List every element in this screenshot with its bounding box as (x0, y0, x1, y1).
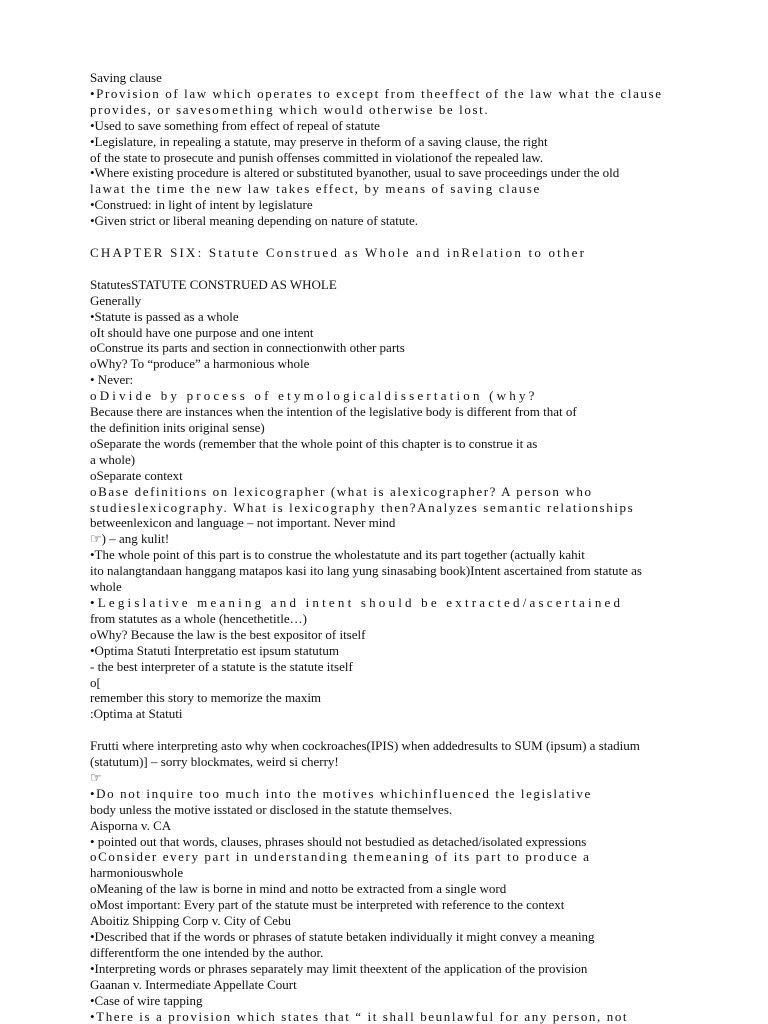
text-line: studieslexicography. What is lexicography then?Analyzes semantic relationships (90, 499, 635, 515)
text-line: •Construed: in light of intent by legislature (90, 197, 313, 213)
text-line: •There is a provision which states that “ it shall beunlawful for any person, not (90, 1008, 629, 1024)
text-line: oSeparate the words (remember that the whole point of this chapter is to construe it as (90, 435, 538, 451)
text-line: whole (90, 579, 122, 595)
blank-line (90, 261, 708, 277)
text-line: - the best interpreter of a statute is the statute itself (90, 658, 353, 674)
text-line: StatutesSTATUTE CONSTRUED AS WHOLE (90, 276, 337, 292)
text-line: Because there are instances when the intention of the legislative body is different from that of (90, 404, 577, 420)
text-line: • Never: (90, 372, 134, 388)
text-line: the definition inits original sense) (90, 420, 265, 435)
text-line: provides, or savesomething which would otherwise be lost. (90, 101, 490, 117)
text-line: •Statute is passed as a whole (90, 308, 239, 324)
text-line: from statutes as a whole (hencethetitle…) (90, 610, 307, 626)
text-line: ☞) – ang kulit! (90, 531, 170, 547)
text-line: oBase definitions on lexicographer (what is alexicographer? A person who (90, 483, 593, 499)
text-line: oDivide by process of etymologicaldissertation (why? (90, 388, 538, 404)
text-line: oWhy? To “produce” a harmonious whole (90, 356, 310, 372)
text-line: •Case of wire tapping (90, 992, 203, 1008)
text-line: body unless the motive isstated or disclosed in the statute themselves. (90, 801, 453, 817)
text-line: a whole) (90, 451, 136, 467)
text-line: •The whole point of this part is to construe the wholestatute and its part together (actually kahit (90, 547, 585, 563)
text-line: differentform the one intended by the author. (90, 944, 324, 960)
text-line: •Used to save something from effect of repeal of statute (90, 117, 380, 133)
text-line: •Provision of law which operates to except from theeffect of the law what the clause (90, 85, 663, 101)
text-line: betweenlexicon and language – not important. Never mind (90, 515, 396, 531)
text-line: •Do not inquire too much into the motives whichinfluenced the legislative (90, 785, 592, 801)
text-line: :Optima at Statuti (90, 706, 183, 722)
text-line: lawat the time the new law takes effect, by means of saving clause (90, 181, 541, 197)
text-line: oWhy? Because the law is the best expositor of itself (90, 626, 366, 642)
blank-line (90, 229, 708, 245)
text-line: oMost important: Every part of the statute must be interpreted with reference to the context (90, 897, 565, 913)
text-line: Generally (90, 292, 142, 308)
text-line: of the state to prosecute and punish offenses committed in violationof the repealed law. (90, 149, 544, 165)
chapter-heading: CHAPTER SIX: Statute Construed as Whole and inRelation to other (90, 244, 587, 260)
text-line: Aisporna v. CA (90, 817, 172, 833)
text-line: oConsider every part in understanding themeaning of its part to produce a (90, 849, 591, 865)
text-line: remember this story to memorize the maxim (90, 690, 322, 706)
text-line: Gaanan v. Intermediate Appellate Court (90, 976, 297, 992)
text-line: harmoniouswhole (90, 865, 184, 881)
text-line: •Legislative meaning and intent should be extracted/ascertained (90, 594, 624, 610)
text-line: •Where existing procedure is altered or substituted byanother, usual to save proceedings under the old (90, 165, 620, 181)
document-body (90, 70, 708, 1024)
text-line: •Optima Statuti Interpretatio est ipsum statutum (90, 642, 339, 658)
text-line: •Legislature, in repealing a statute, may preserve in theform of a saving clause, the right (90, 133, 548, 149)
text-line: •Described that if the words or phrases of statute betaken individually it might convey a meaning (90, 928, 595, 944)
text-line: Frutti where interpreting asto why when cockroaches(IPIS) when addedresults to SUM (ipsum) a stadium (90, 738, 640, 754)
text-line: Saving clause (90, 70, 162, 85)
text-line: •Given strict or liberal meaning depending on nature of statute. (90, 213, 419, 229)
text-line: oSeparate context (90, 467, 183, 483)
text-line: (statutum)] – sorry blockmates, weird si cherry! (90, 754, 339, 770)
text-line: ito nalangtandaan hanggang matapos kasi ito lang yung sinasabing book)Intent ascertained from statute as (90, 563, 642, 579)
text-line: oIt should have one purpose and one intent (90, 324, 314, 340)
blank-line (90, 722, 708, 738)
text-line: o[ (90, 674, 101, 690)
text-line: • pointed out that words, clauses, phrases should not bestudied as detached/isolated expressions (90, 833, 587, 849)
text-line: oConstrue its parts and section in connectionwith other parts (90, 340, 405, 356)
text-line: •Interpreting words or phrases separately may limit theextent of the application of the provision (90, 960, 588, 976)
text-line: oMeaning of the law is borne in mind and notto be extracted from a single word (90, 881, 507, 897)
text-line: ☞ (90, 769, 102, 785)
text-line: Aboitiz Shipping Corp v. City of Cebu (90, 913, 292, 929)
